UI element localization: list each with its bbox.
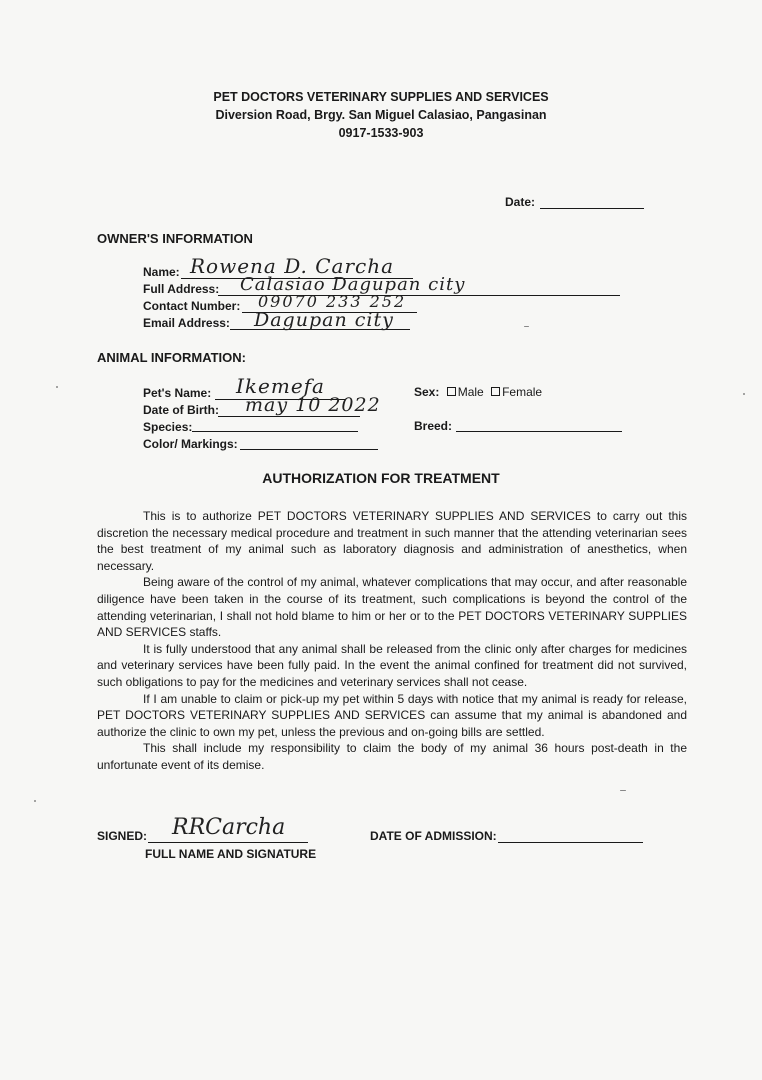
dob-label: Date of Birth: — [143, 403, 219, 417]
scan-speck — [56, 386, 58, 388]
name-label: Name: — [143, 265, 180, 279]
authorization-paragraph: Being aware of the control of my animal, whatever complications that may occur, and after reasonable diligence have been taken in the course of its treatment, such complications is beyond the control of the attending veterinarian, I shall not hold blame to him or her or to the PET DOCTORS VETERINARY SUPPLIES AND SERVICES staffs. — [97, 575, 687, 640]
species-line[interactable] — [192, 431, 358, 432]
pet-name-value[interactable]: Ikemefa — [236, 374, 325, 398]
species-label: Species: — [143, 420, 193, 434]
sex-label: Sex: — [414, 385, 440, 399]
male-option: Male — [457, 385, 484, 399]
company-phone: 0917-1533-903 — [338, 126, 424, 140]
animal-section-title: ANIMAL INFORMATION: — [97, 350, 246, 365]
scan-speck — [524, 326, 529, 327]
name-value[interactable]: Rowena D. Carcha — [190, 254, 395, 278]
color-label: Color/ Markings: — [143, 437, 238, 451]
breed-line[interactable] — [456, 431, 622, 432]
owner-section-title: OWNER'S INFORMATION — [97, 231, 253, 246]
authorization-paragraph: This shall include my responsibility to claim the body of my animal 36 hours post-death in the unfortunate event of its demise. — [97, 741, 687, 772]
authorization-paragraph: It is fully understood that any animal shall be released from the clinic only after charges for medicines and veterinary services have been fully paid. In the event the animal confined for treatment did not survived, such obligations to pay for the medicines and veterinary services shall not cease. — [97, 641, 687, 689]
signature-caption: FULL NAME AND SIGNATURE — [145, 847, 317, 861]
signature-value[interactable]: RRCarcha — [172, 815, 286, 840]
admission-label: DATE OF ADMISSION: — [370, 829, 497, 843]
male-checkbox[interactable] — [447, 387, 456, 396]
contact-label: Contact Number: — [143, 299, 241, 313]
scan-speck — [620, 790, 626, 791]
dob-line — [218, 416, 360, 417]
female-checkbox[interactable] — [491, 387, 500, 396]
address-value[interactable]: Calasiao Dagupan city — [240, 274, 466, 295]
address-label: Full Address: — [143, 282, 220, 296]
sex-field — [414, 385, 542, 399]
pet-name-label: Pet's Name: — [143, 386, 212, 400]
female-option: Female — [502, 385, 543, 399]
email-value[interactable]: Dagupan city — [254, 309, 394, 331]
admission-line[interactable] — [498, 842, 643, 843]
authorization-body — [97, 508, 687, 774]
contact-value[interactable]: 09070 233 252 — [258, 292, 407, 311]
signature-line — [148, 842, 308, 843]
authorization-paragraph: If I am unable to claim or pick-up my pet within 5 days with notice that my animal is ready for release, PET DOCTORS VETERINARY SUPPLIES AND SERVICES can assume that my animal is abandoned and authorize the clinic to own my pet, unless the previous and on-going bills are settled. — [97, 691, 687, 739]
scan-speck — [743, 393, 745, 395]
color-line[interactable] — [240, 449, 378, 450]
dob-value[interactable]: may 10 2022 — [245, 394, 381, 416]
authorization-paragraph: This is to authorize PET DOCTORS VETERINARY SUPPLIES AND SERVICES to carry out this discretion the necessary medical procedure and treatment in such manner that the attending veterinarian sees the best treatment of my animal such as laboratory diagnosis and administration of anesthetics, when necessary. — [97, 509, 687, 573]
company-address: Diversion Road, Brgy. San Miguel Calasiao, Pangasinan — [215, 108, 547, 122]
company-name: PET DOCTORS VETERINARY SUPPLIES AND SERVICES — [213, 90, 549, 104]
date-label: Date: — [505, 195, 536, 209]
date-line[interactable] — [540, 208, 644, 209]
scan-speck — [34, 800, 36, 802]
email-label: Email Address: — [143, 316, 230, 330]
authorization-title: AUTHORIZATION FOR TREATMENT — [262, 470, 500, 486]
signed-label: SIGNED: — [97, 829, 148, 843]
breed-label: Breed: — [414, 419, 453, 433]
